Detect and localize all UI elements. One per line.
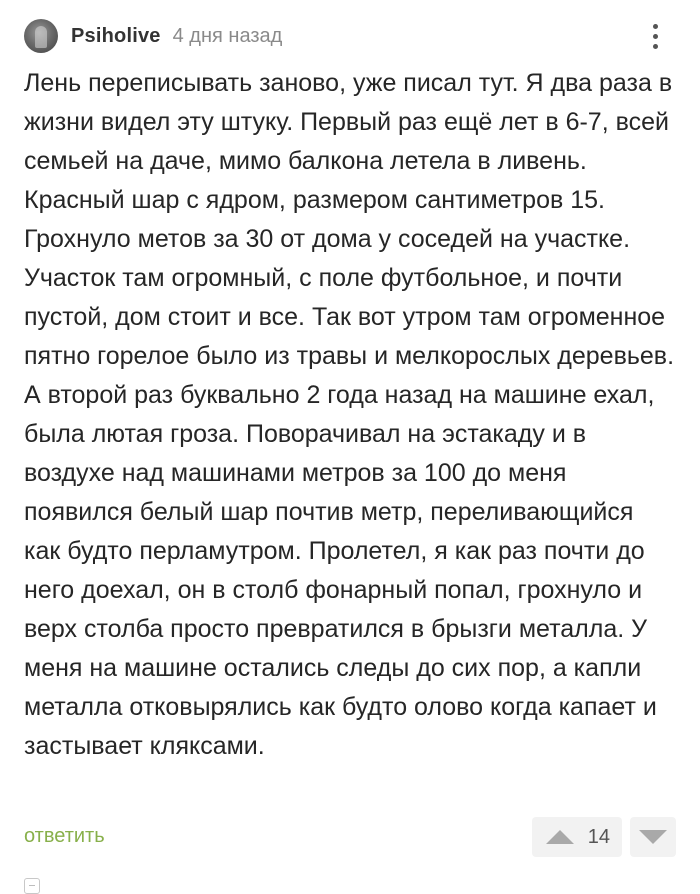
upvote-button[interactable] — [532, 817, 622, 857]
triangle-down-icon — [639, 830, 667, 844]
vertical-dots-icon-dot — [653, 34, 658, 39]
collapse-thread-button[interactable] — [24, 878, 40, 894]
vertical-dots-icon — [653, 24, 658, 29]
rating-count: 14 — [587, 825, 610, 848]
more-options-button[interactable] — [644, 20, 666, 52]
reply-link[interactable]: ответить — [24, 825, 105, 847]
comment-footer — [24, 817, 676, 861]
vertical-dots-icon-dot — [653, 44, 658, 49]
comment-text: Лень переписывать заново, уже писал тут. Я два раза в жизни видел эту штуку. Первый раз ещё лет в 6-7, всей семьей на даче, мимо балкона летела в ливень. Красный шар с ядром, размером сантиметров 15. Грохнуло метов за 30 от дома у соседей на участке. Участок там огромный, с поле футбольное, и почти пустой, дом стоит и все. Так вот утром там огроменное пятно горелое было из травы и мелкорослых деревьев. А второй раз буквально 2 года назад на машине ехал, была лютая гроза. Поворачивал на эстакаду и в воздухе над машинами метров за 100 до меня появился белый шар почтив метр, переливающийся как будто перламутром. Пролетел, я как раз почти до него доехал, он в столб фонарный попал, грохнуло и верх столба просто превратился в брызги металла. У меня на машине остались следы до сих пор, а капли металла отковырялись как будто олово когда капает и застывает кляксами. — [24, 69, 675, 760]
comment-header — [24, 18, 676, 54]
comment-rating — [532, 817, 676, 857]
triangle-up-icon — [546, 830, 574, 844]
author-username[interactable]: Psiholive — [71, 24, 161, 47]
downvote-button[interactable] — [630, 817, 676, 857]
avatar[interactable] — [24, 19, 58, 53]
comment-timestamp[interactable]: 4 дня назад — [172, 24, 283, 47]
